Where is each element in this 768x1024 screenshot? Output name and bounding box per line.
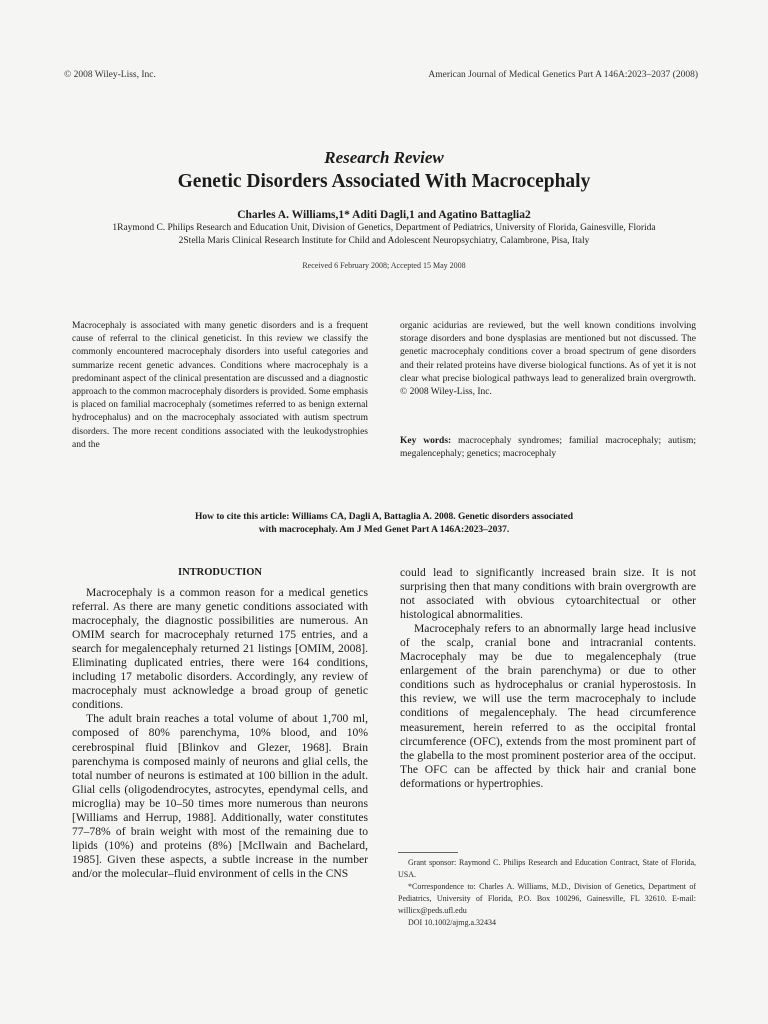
citation-box xyxy=(100,511,668,537)
abstract-column-right xyxy=(400,320,696,462)
citation-line-1: How to cite this article: Williams CA, Dagli A, Battaglia A. 2008. Genetic disorders associated xyxy=(194,512,574,522)
footnote-divider xyxy=(398,852,458,853)
body-column-left xyxy=(72,566,368,881)
article-title: Genetic Disorders Associated With Macrocephaly xyxy=(177,171,591,192)
doi: DOI 10.1002/ajmg.a.32434 xyxy=(408,918,496,927)
affiliation-1: 1Raymond C. Philips Research and Education Unit, Division of Genetics, Department of Pediatrics, University of Florida, Gainesville, Florida xyxy=(112,223,656,233)
running-header xyxy=(64,70,698,80)
author-list: Charles A. Williams,1* Aditi Dagli,1 and Agatino Battaglia2 xyxy=(237,209,531,221)
body-text xyxy=(72,566,696,881)
received-dates: Received 6 February 2008; Accepted 15 May 2008 xyxy=(302,261,466,270)
journal-citation: American Journal of Medical Genetics Part A 146A:2023–2037 (2008) xyxy=(428,70,698,80)
article-category: Research Review xyxy=(324,148,444,167)
keywords-label: Key words: xyxy=(400,436,452,447)
paragraph: Macrocephaly refers to an abnormally large head inclusive of the scalp, cranial bone and intracranial contents. Macrocephaly may be due to megalencephaly (true enlargement of the brain parenchyma) or due to other conditions such as hydrocephalus or cranial hyperostosis. In this review, we will use the term macrocephaly to include conditions of megalencephaly. The head circumference measurement, herein referred to as the occipital frontal circumference (OFC), extends from the most prominent part of the glabella to the most prominent posterior area of the occiput. The OFC can be affected by thick hair and cranial bone deformations or hypertrophies. xyxy=(400,622,696,790)
correspondence-footnote: *Correspondence to: Charles A. Williams, M.D., Division of Genetics, Department of Pediatrics, University of Florida, P.O. Box 100296, Gainesville, FL 32610. E-mail: willicx@peds.ufl.edu xyxy=(398,882,696,915)
affiliation-2: 2Stella Maris Clinical Research Institute for Child and Adolescent Neuropsychiatry, Calambrone, Pisa, Italy xyxy=(178,235,590,246)
body-column-right xyxy=(400,566,696,881)
grant-footnote: Grant sponsor: Raymond C. Philips Research and Education Contract, State of Florida, USA. xyxy=(398,858,696,879)
footnotes xyxy=(398,852,696,929)
abstract-text-left: Macrocephaly is associated with many genetic disorders and is a frequent cause of referral to the clinical geneticist. In this review we classify the commonly encountered macrocephaly disorders into useful categories and summarize recent genetic advances. Conditions where macrocephaly is a predominant aspect of the clinical presentation are discussed and a diagnostic approach to the common macrocephaly disorders is provided. Some emphasis is placed on familial macrocephaly (sometimes referred to as benign external hydrocephalus) and on the macrocephaly associated with autism spectrum disorders. The more recent conditions associated with the leukodystrophies and the xyxy=(72,321,369,450)
paragraph: Macrocephaly is a common reason for a medical genetics referral. As there are many genetic conditions associated with macrocephaly, the diagnostic possibilities are numerous. An OMIM search for macrocephaly returned 175 entries, and a search for megalencephaly returned 21 listings [OMIM, 2008]. Eliminating duplicated entries, there were 164 conditions, including 17 metabolic disorders. Accordingly, any review of macrocephaly must acknowledge a broad group of genetic conditions. xyxy=(72,586,368,712)
paragraph: The adult brain reaches a total volume of about 1,700 ml, composed of 80% parenchyma, 10% blood, and 10% cerebrospinal fluid [Blinkov and Glezer, 1968]. Brain parenchyma is composed mainly of neurons and glial cells, the total number of neurons is estimated at 100 billion in the adult. Glial cells (oligodendrocytes, astrocytes, ependymal cells, and microglia) may be 10–50 times more numerous than neurons [Williams and Herrup, 1988]. Additionally, water constitutes 77–78% of brain weight with most of the remaining due to lipids (10%) and proteins (8%) [McIlwain and Bachelard, 1985]. Given these aspects, a subtle increase in the number and/or the molecular–fluid environment of cells in the CNS xyxy=(72,712,368,880)
section-heading-introduction: INTRODUCTION xyxy=(177,567,262,578)
citation-line-2: with macrocephaly. Am J Med Genet Part A 146A:2023–2037. xyxy=(258,525,510,535)
keywords xyxy=(400,435,696,461)
copyright-notice: © 2008 Wiley-Liss, Inc. xyxy=(64,70,156,80)
abstract-column-left xyxy=(72,320,368,462)
abstract xyxy=(72,320,696,462)
abstract-text-right: organic acidurias are reviewed, but the well known conditions involving storage disorders and bone dysplasias are mentioned but not discussed. The genetic macrocephaly conditions cover a broad spectrum of gene disorders and their related proteins have diverse biological functions. As of yet it is not clear what precise biological pathways lead to generalized brain overgrowth. © 2008 Wiley-Liss, Inc. xyxy=(400,321,696,398)
title-block xyxy=(60,148,708,270)
keywords-text: macrocephaly syndromes; familial macrocephaly; autism; megalencephaly; genetics; macrocephaly xyxy=(400,436,696,460)
paragraph: could lead to significantly increased brain size. It is not surprising then that many conditions with brain overgrowth are not associated with obvious cytoarchitectual or other histological abnormalities. xyxy=(400,566,696,622)
